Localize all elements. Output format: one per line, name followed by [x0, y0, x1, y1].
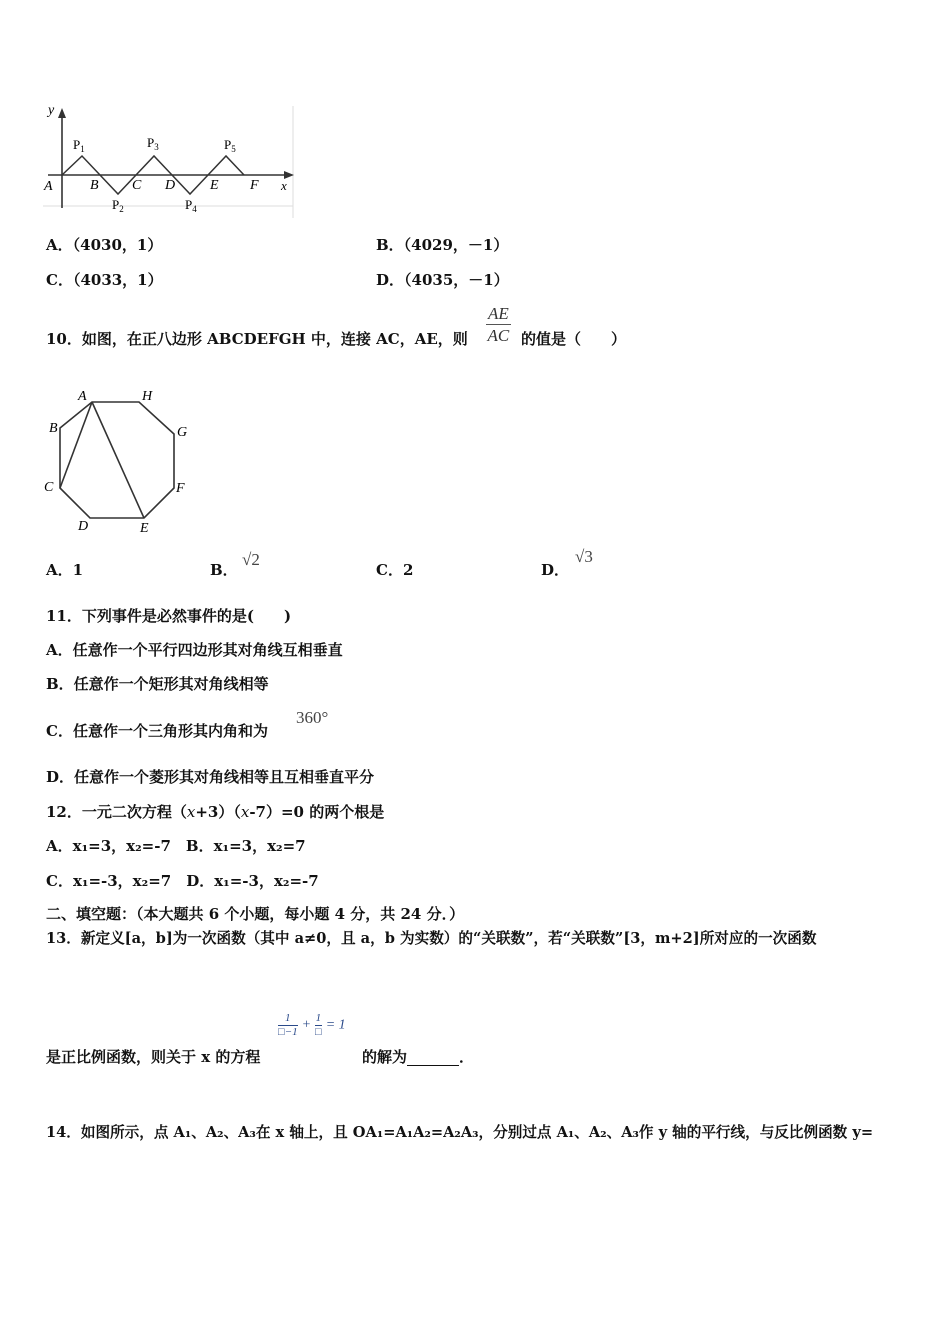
q10-fraction	[486, 304, 511, 347]
label-P3: $P_3$	[147, 135, 159, 152]
q11-option-c-math: 360°	[296, 708, 329, 727]
q9-figure	[40, 98, 300, 220]
oct-label-E: E	[140, 521, 149, 536]
q10-fraction-denominator: AC	[487, 326, 510, 345]
q11-stem: 11．下列事件是必然事件的是( )	[46, 607, 292, 625]
q12-stem: 12．一元二次方程（x+3）（x-7）=0 的两个根是	[46, 803, 385, 821]
q10-stem: 10．如图，在正八边形 ABCDEFGH 中，连接 AC，AE，则	[46, 330, 468, 348]
oct-label-F: F	[176, 481, 185, 496]
oct-label-A: A	[78, 389, 87, 404]
q11-option-d: D．任意作一个菱形其对角线相等且互相垂直平分	[46, 768, 375, 786]
q9-option-a: A．（4030，1）	[46, 236, 163, 254]
q10-fraction-numerator: AE	[488, 304, 509, 323]
q12-options-cd: C．x₁=-3，x₂=7 D．x₁=-3，x₂=-7	[46, 872, 319, 890]
label-y: y	[48, 103, 55, 118]
label-B: B	[90, 178, 99, 193]
oct-label-G: G	[177, 425, 188, 440]
q11-option-a: A．任意作一个平行四边形其对角线互相垂直	[46, 641, 343, 659]
octagon	[60, 402, 174, 518]
label-E: E	[210, 178, 219, 193]
oct-label-C: C	[44, 480, 54, 495]
q9-option-d: D．（4035，－1）	[376, 271, 509, 289]
q14-line1: 14．如图所示，点 A₁、A₂、A₃在 x 轴上，且 OA₁=A₁A₂=A₂A₃，分别过点 A₁、A₂、A₃作 y 轴的平行线，与反比例函数 y=	[46, 1124, 874, 1141]
q13-equation: $\frac{1}{□-1}$ + 1 □ = 1	[278, 1012, 346, 1038]
q10-octagon-figure	[40, 384, 200, 536]
diagonal-ae	[92, 402, 144, 518]
q10-option-c: C．2	[376, 561, 414, 579]
q13-line1: 13．新定义[a，b]为一次函数（其中 a≠0，且 a，b 为实数）的“关联数”，若“关联数”[3，m+2]所对应的一次函数	[46, 930, 817, 947]
q10-option-b: B．	[210, 561, 238, 579]
q10-option-d-math: √3	[575, 547, 593, 566]
label-P4: $P_4$	[185, 197, 197, 214]
oct-label-H: H	[142, 389, 153, 404]
q10-option-d: D．	[541, 561, 570, 579]
q10-option-a: A．1	[46, 561, 84, 579]
label-x: x	[281, 178, 287, 193]
q12-options-ab: A．x₁=3，x₂=-7 B．x₁=3，x₂=7	[46, 837, 306, 855]
q13-line2-end: 的解为 ．	[362, 1048, 475, 1066]
label-P1: $P_1$	[73, 137, 85, 154]
q10-option-b-math: √2	[242, 550, 260, 569]
q9-option-b: B．（4029，－1）	[376, 236, 509, 254]
q9-option-c: C．（4033，1）	[46, 271, 163, 289]
q11-option-b: B．任意作一个矩形其对角线相等	[46, 675, 269, 693]
label-P2: $P_2$	[112, 197, 124, 214]
q13-line2: 是正比例函数，则关于 x 的方程	[46, 1048, 261, 1066]
label-P5: $P_5$	[224, 137, 236, 154]
oct-label-B: B	[49, 421, 58, 436]
section-2-heading: 二、填空题：（本大题共 6 个小题，每小题 4 分，共 24 分．）	[46, 905, 465, 923]
q10-stem-end: 的值是（ ）	[521, 330, 627, 348]
label-C: C	[132, 178, 142, 193]
oct-label-D: D	[78, 519, 89, 534]
label-D: D	[165, 178, 176, 193]
q11-option-c: C．任意作一个三角形其内角和为	[46, 722, 268, 740]
q13-answer-blank[interactable]	[407, 1051, 459, 1066]
label-A: A	[44, 179, 53, 194]
label-F: F	[250, 178, 259, 193]
